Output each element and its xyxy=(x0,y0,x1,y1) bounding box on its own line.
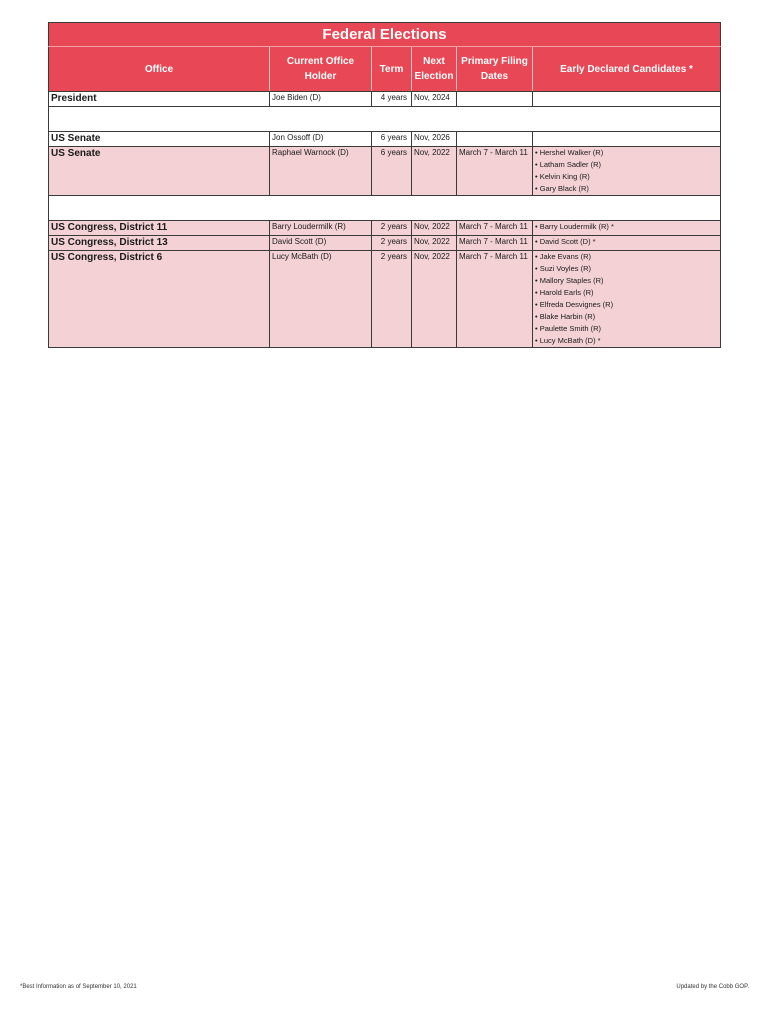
footer-note: *Best Information as of September 10, 2021 xyxy=(20,984,137,990)
office-cell: US Senate xyxy=(49,132,270,147)
candidate-item: • Jake Evans (R) xyxy=(535,251,718,263)
candidate-item: • Mallory Staples (R) xyxy=(535,275,718,287)
primary-dates-cell xyxy=(457,92,533,107)
candidate-item: • Elfreda Desvignes (R) xyxy=(535,299,718,311)
header-holder: Current Office Holder xyxy=(270,47,372,92)
next-election-cell: Nov, 2024 xyxy=(412,92,457,107)
candidate-list xyxy=(535,236,718,248)
table-row xyxy=(49,132,721,147)
term-cell: 4 years xyxy=(372,92,412,107)
candidates-cell xyxy=(533,236,721,251)
holder-cell: David Scott (D) xyxy=(270,236,372,251)
next-election-cell: Nov, 2022 xyxy=(412,221,457,236)
elections-table xyxy=(48,22,721,348)
candidate-item: • Blake Harbin (R) xyxy=(535,311,718,323)
candidate-item: • Latham Sadler (R) xyxy=(535,159,718,171)
primary-dates-cell: March 7 - March 11 xyxy=(457,251,533,348)
table-row xyxy=(49,236,721,251)
candidates-cell xyxy=(533,251,721,348)
holder-cell: Lucy McBath (D) xyxy=(270,251,372,348)
candidates-cell xyxy=(533,92,721,107)
table-row xyxy=(49,221,721,236)
header-row xyxy=(49,47,721,92)
office-cell: US Senate xyxy=(49,147,270,196)
federal-elections-sheet xyxy=(48,22,720,348)
footer-credit: Updated by the Cobb GOP. xyxy=(676,984,749,990)
candidates-cell xyxy=(533,132,721,147)
candidate-item: • Harold Earls (R) xyxy=(535,287,718,299)
candidate-item: • Suzi Voyles (R) xyxy=(535,263,718,275)
header-candidates: Early Declared Candidates * xyxy=(533,47,721,92)
table-row xyxy=(49,251,721,348)
office-cell: US Congress, District 6 xyxy=(49,251,270,348)
candidate-item: • Hershel Walker (R) xyxy=(535,147,718,159)
table-row xyxy=(49,92,721,107)
holder-cell: Joe Biden (D) xyxy=(270,92,372,107)
candidates-cell xyxy=(533,221,721,236)
term-cell: 6 years xyxy=(372,132,412,147)
header-office: Office xyxy=(49,47,270,92)
candidate-item: • David Scott (D) * xyxy=(535,236,718,248)
primary-dates-cell: March 7 - March 11 xyxy=(457,221,533,236)
header-primary-dates: Primary Filing Dates xyxy=(457,47,533,92)
candidate-item: • Barry Loudermilk (R) * xyxy=(535,221,718,233)
holder-cell: Raphael Warnock (D) xyxy=(270,147,372,196)
candidate-item: • Lucy McBath (D) * xyxy=(535,335,718,347)
next-election-cell: Nov, 2022 xyxy=(412,236,457,251)
spacer-row xyxy=(49,196,721,221)
header-next-election: Next Election xyxy=(412,47,457,92)
next-election-cell: Nov, 2026 xyxy=(412,132,457,147)
candidate-list xyxy=(535,147,718,195)
title-row xyxy=(49,23,721,47)
candidates-cell xyxy=(533,147,721,196)
term-cell: 2 years xyxy=(372,221,412,236)
candidate-list xyxy=(535,251,718,347)
next-election-cell: Nov, 2022 xyxy=(412,147,457,196)
next-election-cell: Nov, 2022 xyxy=(412,251,457,348)
candidate-list xyxy=(535,221,718,233)
office-cell: President xyxy=(49,92,270,107)
candidate-item: • Paulette Smith (R) xyxy=(535,323,718,335)
table-row xyxy=(49,147,721,196)
primary-dates-cell xyxy=(457,132,533,147)
candidate-item: • Gary Black (R) xyxy=(535,183,718,195)
primary-dates-cell: March 7 - March 11 xyxy=(457,147,533,196)
table-title: Federal Elections xyxy=(49,23,721,47)
term-cell: 6 years xyxy=(372,147,412,196)
term-cell: 2 years xyxy=(372,236,412,251)
term-cell: 2 years xyxy=(372,251,412,348)
spacer-row xyxy=(49,107,721,132)
holder-cell: Barry Loudermilk (R) xyxy=(270,221,372,236)
primary-dates-cell: March 7 - March 11 xyxy=(457,236,533,251)
office-cell: US Congress, District 11 xyxy=(49,221,270,236)
holder-cell: Jon Ossoff (D) xyxy=(270,132,372,147)
candidate-item: • Kelvin King (R) xyxy=(535,171,718,183)
header-term: Term xyxy=(372,47,412,92)
office-cell: US Congress, District 13 xyxy=(49,236,270,251)
